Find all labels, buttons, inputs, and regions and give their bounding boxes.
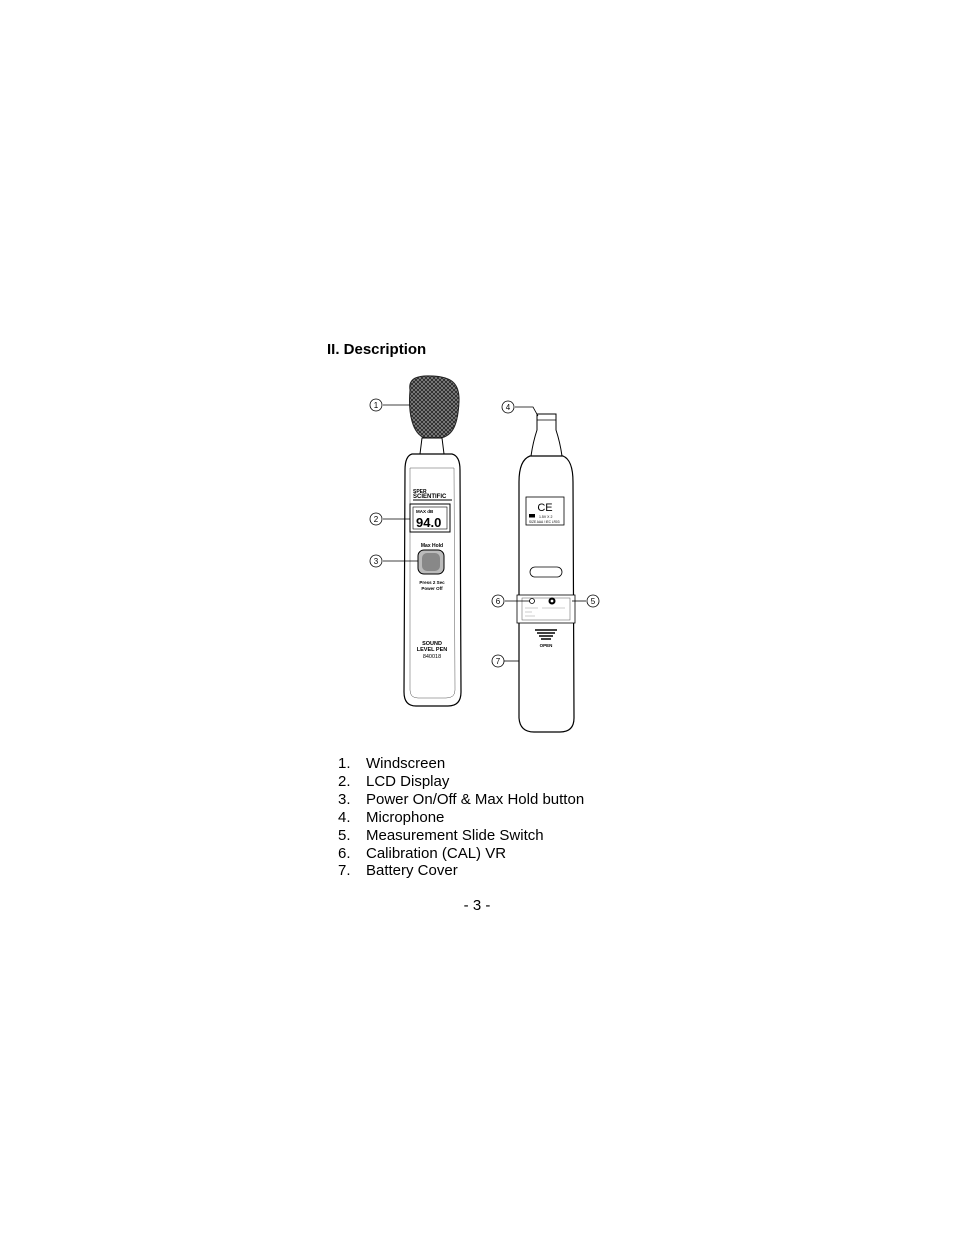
legend-label: Microphone bbox=[366, 808, 445, 826]
legend-label: LCD Display bbox=[366, 772, 450, 790]
legend-item: 5. Measurement Slide Switch bbox=[338, 826, 544, 844]
callout-6 bbox=[492, 595, 504, 607]
svg-text:2: 2 bbox=[373, 515, 379, 524]
open-label: OPEN bbox=[539, 643, 553, 648]
svg-text:5: 5 bbox=[590, 597, 596, 606]
slot bbox=[530, 567, 562, 577]
cal-vr-icon[interactable] bbox=[530, 599, 535, 604]
lcd-value: 94.0 bbox=[416, 515, 442, 530]
svg-text:6: 6 bbox=[495, 597, 501, 606]
svg-text:7: 7 bbox=[495, 657, 501, 666]
front-view bbox=[404, 376, 461, 706]
legend-item: 2. LCD Display bbox=[338, 772, 450, 790]
legend-item: 3. Power On/Off & Max Hold button bbox=[338, 790, 585, 808]
legend-item: 7. Battery Cover bbox=[338, 862, 458, 880]
callout-4 bbox=[502, 401, 514, 413]
svg-text:3: 3 bbox=[373, 557, 379, 566]
callout-1 bbox=[370, 399, 382, 411]
callout-3 bbox=[370, 555, 382, 567]
power-hint-line2: Power Off bbox=[421, 586, 443, 591]
legend-item: 6. Calibration (CAL) VR bbox=[338, 844, 507, 862]
parts-legend bbox=[338, 755, 584, 880]
brand-bottom: SCIENTIFIC bbox=[413, 494, 447, 500]
lcd-indicators: MAX dB bbox=[416, 509, 434, 514]
product-line1: SOUND bbox=[422, 641, 442, 647]
legend-label: Power On/Off & Max Hold button bbox=[366, 790, 585, 808]
meter-illustration bbox=[360, 372, 610, 737]
power-hint-line1: Press 2 Sec bbox=[419, 580, 445, 585]
legend-item: 4. Microphone bbox=[338, 808, 445, 826]
callout-5 bbox=[587, 595, 599, 607]
battery-spec-line2: SIZE AAA / IEC LR03 bbox=[529, 520, 560, 524]
legend-label: Windscreen bbox=[366, 755, 446, 772]
brand-top: SPER bbox=[413, 489, 427, 495]
callout-2 bbox=[370, 513, 382, 525]
back-view bbox=[517, 414, 575, 732]
callout-7 bbox=[492, 655, 504, 667]
svg-text:1: 1 bbox=[373, 401, 379, 410]
page-number: - 3 - bbox=[463, 897, 491, 914]
legend-label: Measurement Slide Switch bbox=[366, 826, 544, 844]
section-heading: II. Description bbox=[327, 341, 427, 358]
button-label: Max Hold bbox=[420, 543, 444, 549]
windscreen-icon bbox=[410, 376, 460, 438]
legend-label: Calibration (CAL) VR bbox=[366, 844, 507, 862]
legend-label: Battery Cover bbox=[366, 862, 458, 880]
svg-text:4: 4 bbox=[505, 403, 511, 412]
battery-spec-line1: 1.5V X 2 bbox=[539, 515, 553, 519]
ce-mark: CE bbox=[537, 502, 553, 514]
model-number: 840018 bbox=[422, 654, 442, 660]
legend-item: 1. Windscreen bbox=[338, 755, 446, 772]
product-line2: LEVEL PEN bbox=[416, 647, 448, 653]
